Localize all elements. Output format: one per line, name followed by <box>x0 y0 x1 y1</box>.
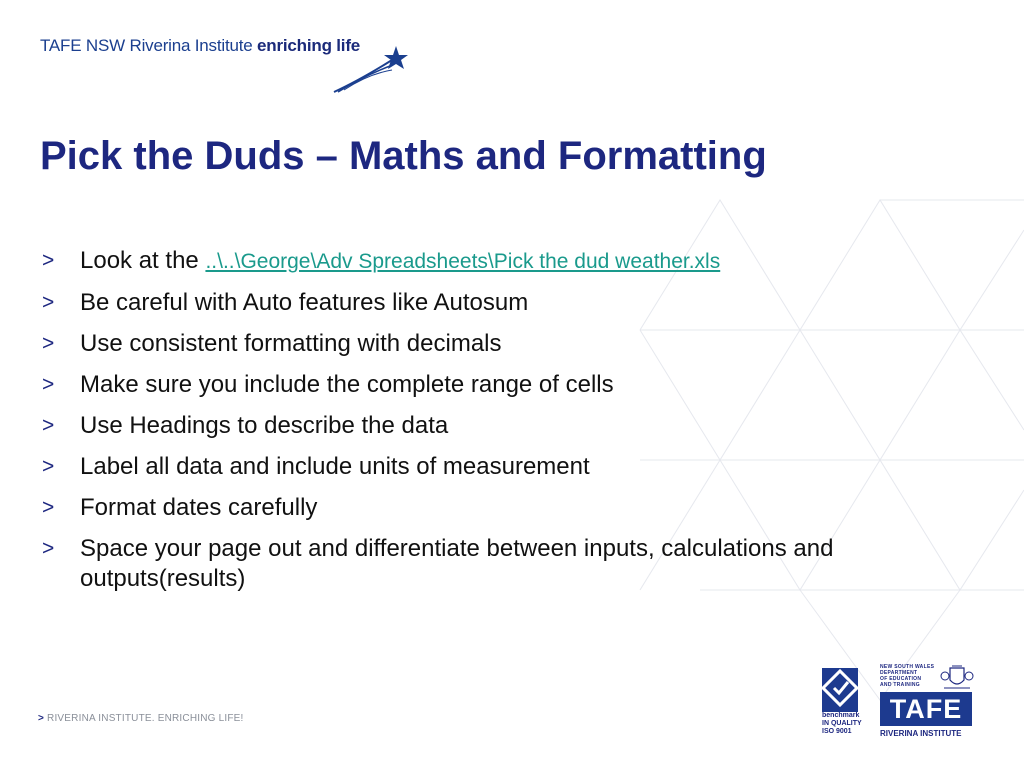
list-item <box>42 246 942 277</box>
bullet-text: Use consistent formatting with decimals <box>80 330 502 357</box>
bullet-text: Use Headings to describe the data <box>80 412 449 439</box>
footer-slogan <box>38 713 244 724</box>
bullet-marker: > <box>42 496 55 519</box>
bullet-text: Space your page out and differentiate between inputs, calculations and outputs(results) <box>80 535 834 592</box>
footer-text: RIVERINA INSTITUTE. ENRICHING LIFE! <box>47 713 244 724</box>
tafe-dept-line: AND TRAINING <box>880 682 920 688</box>
benchmark-sub: IN QUALITY <box>822 720 862 727</box>
bullet-text: Label all data and include units of measurement <box>80 453 590 480</box>
footer-marker: > <box>38 713 45 724</box>
bullet-marker: > <box>42 332 55 355</box>
bullet-list <box>42 246 942 605</box>
benchmark-iso: ISO 9001 <box>822 728 852 735</box>
header-logo <box>40 36 360 56</box>
bullet-text: Be careful with Auto features like Autosum <box>80 289 529 316</box>
list-item <box>42 411 942 441</box>
bullet-marker: > <box>42 291 55 314</box>
bullet-marker: > <box>42 373 55 396</box>
tafe-wordmark: TAFE <box>880 692 972 726</box>
coat-of-arms-icon <box>940 664 974 692</box>
benchmark-label: benchmark <box>822 712 860 719</box>
shooting-star-icon <box>330 40 410 96</box>
tafe-dept-line: NEW SOUTH WALES <box>880 664 935 670</box>
tagline: enriching life <box>257 36 361 55</box>
header-text <box>40 36 360 55</box>
list-item <box>42 452 942 482</box>
list-item <box>42 370 942 400</box>
list-item <box>42 329 942 359</box>
list-item <box>42 534 942 594</box>
bullet-text: Look at the <box>80 247 206 274</box>
bullet-marker: > <box>42 249 55 272</box>
spreadsheet-link[interactable]: ..\..\George\Adv Spreadsheets\Pick the dud weather.xls <box>205 250 721 273</box>
bullet-text: Format dates carefully <box>80 494 318 521</box>
bullet-marker: > <box>42 455 55 478</box>
benchmark-logo <box>822 668 860 736</box>
slide-title: Pick the Duds – Maths and Formatting <box>40 134 767 178</box>
tafe-dept-line: OF EDUCATION <box>880 676 922 682</box>
bullet-marker: > <box>42 537 55 560</box>
checkmark-icon <box>822 668 858 712</box>
list-item <box>42 288 942 318</box>
bullet-marker: > <box>42 414 55 437</box>
list-item <box>42 493 942 523</box>
tafe-institute: RIVERINA INSTITUTE <box>880 729 962 738</box>
org-name: TAFE NSW Riverina Institute <box>40 36 253 55</box>
tafe-dept-line: DEPARTMENT <box>880 670 918 676</box>
bullet-text: Make sure you include the complete range of cells <box>80 371 614 398</box>
